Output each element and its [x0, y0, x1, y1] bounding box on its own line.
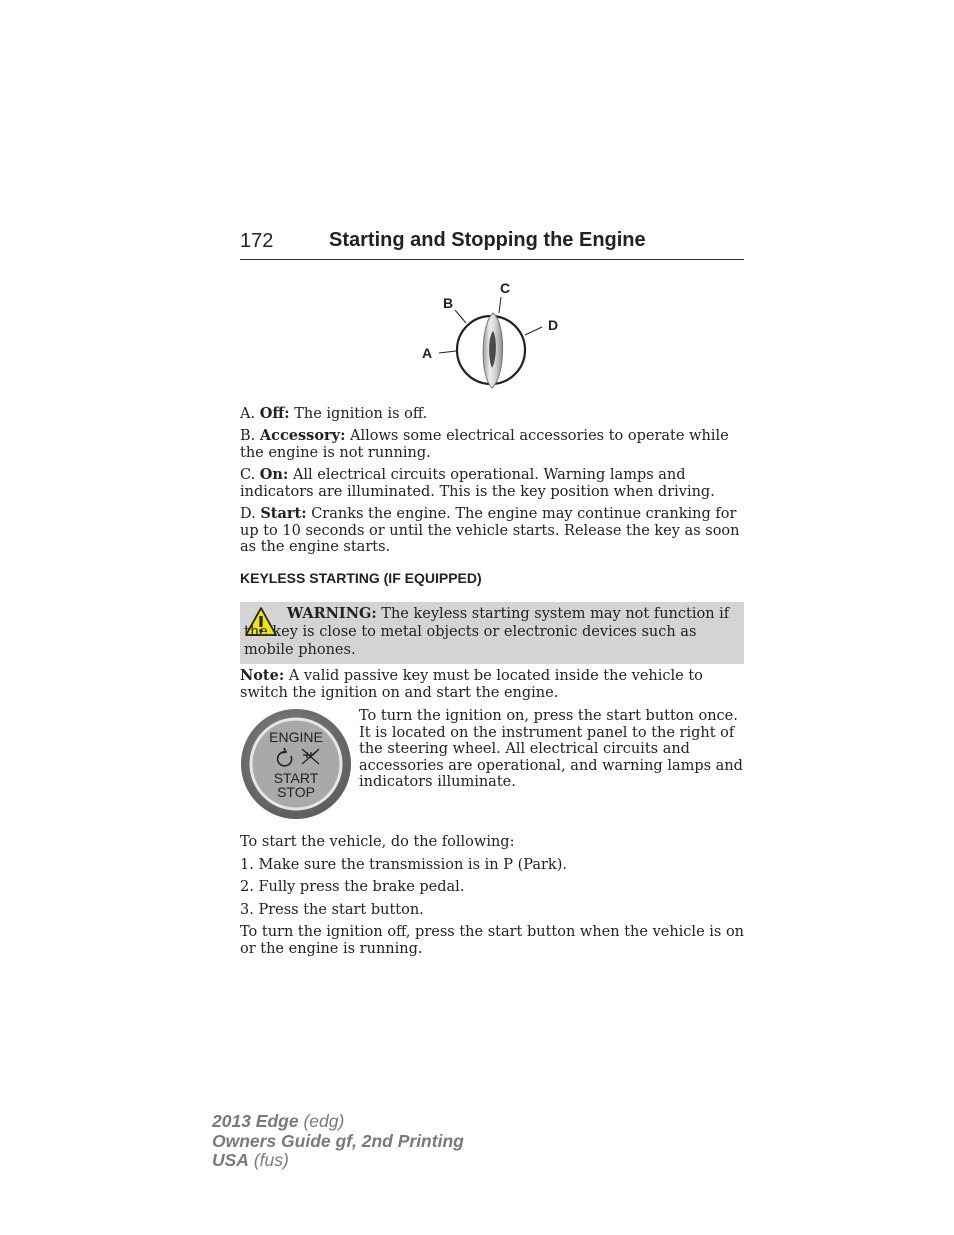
footer-line-1: 2013 Edge (edg): [212, 1111, 345, 1131]
button-label-stop: STOP: [277, 784, 315, 800]
section-heading: KEYLESS STARTING (IF EQUIPPED): [240, 570, 482, 586]
turn-off-paragraph: To turn the ignition off, press the start button when the vehicle is on or the engine is running.: [240, 924, 745, 957]
label-a: A: [422, 345, 433, 361]
warning-box: [240, 602, 744, 664]
leader-line-b: [455, 310, 466, 323]
footer-line-3: USA (fus): [212, 1150, 289, 1170]
label-b: B: [443, 295, 454, 311]
position-accessory: B. Accessory: Allows some electrical accessories to operate while the engine is not running.: [240, 427, 729, 461]
footer-line-2: Owners Guide gf, 2nd Printing: [212, 1130, 464, 1151]
note-paragraph: Note: A valid passive key must be located inside the vehicle to switch the ignition on and start the engine.: [240, 667, 703, 701]
position-start: D. Start: Cranks the engine. The engine may continue cranking for up to 10 seconds or until the vehicle starts. Release the key as soon as the engine starts.: [240, 505, 740, 555]
leader-line-c: [499, 297, 501, 313]
label-d: D: [548, 317, 559, 333]
page-number: 172: [240, 230, 274, 252]
label-c: C: [500, 280, 511, 296]
page-header: [240, 228, 744, 260]
ignition-diagram: [415, 275, 575, 395]
warning-label: WARNING:: [287, 605, 377, 622]
position-off: A. Off: The ignition is off.: [240, 405, 428, 422]
step-2: 2. Fully press the brake pedal.: [240, 879, 465, 895]
leader-line-d: [525, 327, 542, 335]
leader-line-a: [439, 351, 456, 353]
position-on: C. On: All electrical circuits operational. Warning lamps and indicators are illuminated. This is the key position when driving.: [240, 466, 715, 500]
document-footer: [212, 1112, 464, 1171]
start-button-paragraph: To turn the ignition on, press the start button once. It is located on the instrument panel to the right of the steering wheel. All electrical circuits and accessories are operational, and warning lamps and indicators illuminate.: [359, 708, 743, 790]
page-title: Starting and Stopping the Engine: [329, 229, 646, 251]
note-label: Note:: [240, 667, 285, 684]
button-label-engine: ENGINE: [269, 729, 323, 745]
step-1: 1. Make sure the transmission is in P (Park).: [240, 857, 567, 873]
engine-start-stop-button-image: [240, 708, 352, 820]
step-3: 3. Press the start button.: [240, 902, 424, 918]
warning-text: WARNING: The keyless starting system may not function if the key is close to metal objects or electronic devices such as mobile phones.: [244, 605, 730, 658]
button-label-start: START: [273, 770, 319, 786]
steps-intro: To start the vehicle, do the following:: [240, 834, 515, 850]
